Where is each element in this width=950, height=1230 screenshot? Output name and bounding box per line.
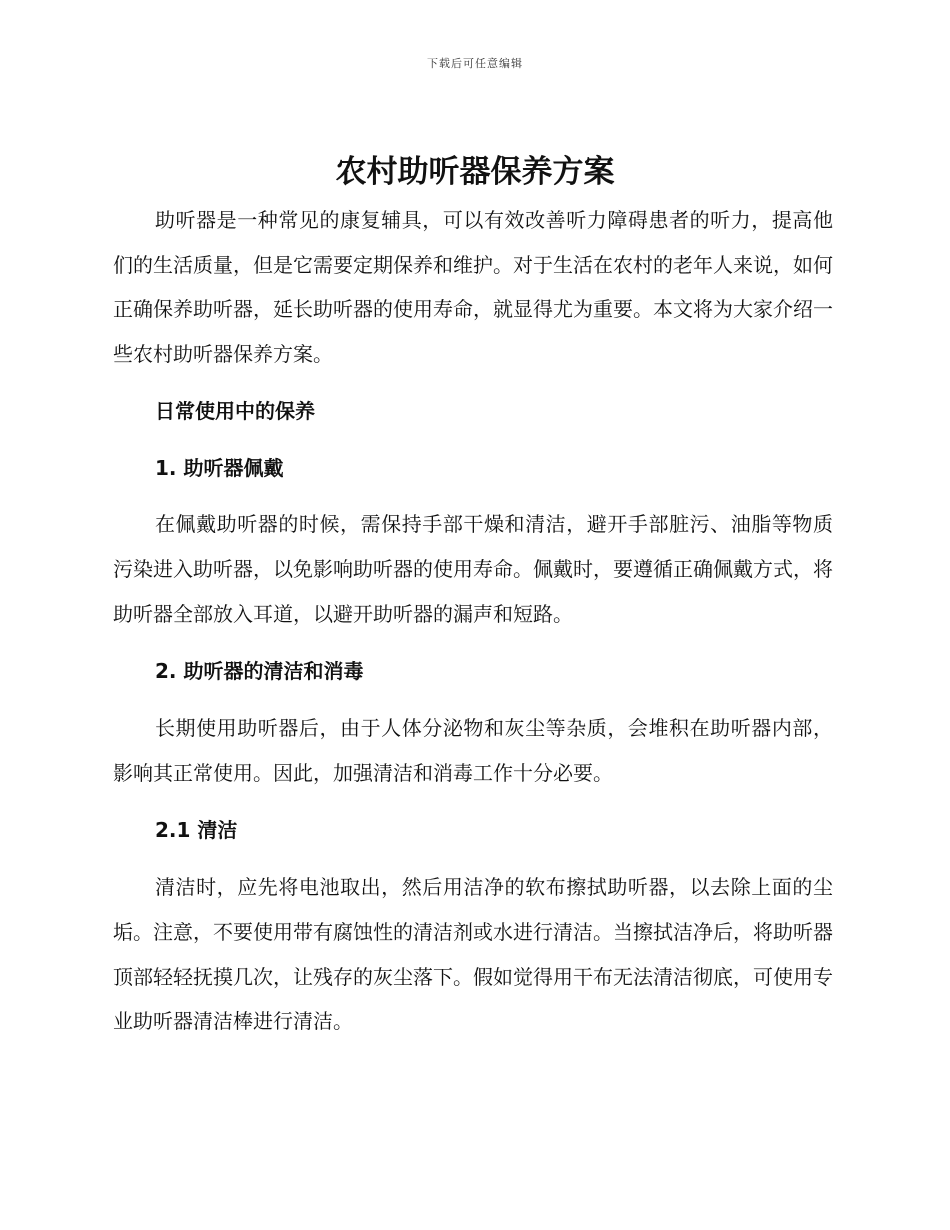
section-heading-wearing: 1. 助听器佩戴 <box>155 455 284 480</box>
document-title: 农村助听器保养方案 <box>335 154 615 190</box>
cleaning-paragraph: 长期使用助听器后，由于人体分泌物和灰尘等杂质，会堆积在助听器内部，影响其正常使用。因此，加强清洁和消毒工作十分必要。 <box>113 716 833 785</box>
section-heading-clean-sub: 2.1 清洁 <box>155 818 238 843</box>
section-heading-daily-care: 日常使用中的保养 <box>155 398 315 423</box>
wearing-paragraph: 在佩戴助听器的时候，需保持手部干燥和清洁，避开手部脏污、油脂等物质污染进入助听器，以免影响助听器的使用寿命。佩戴时，要遵循正确佩戴方式，将助听器全部放入耳道，以避开助听器的漏声和短路。 <box>113 512 833 626</box>
document-body <box>113 198 833 1044</box>
intro-paragraph: 助听器是一种常见的康复辅具，可以有效改善听力障碍患者的听力，提高他们的生活质量，但是它需要定期保养和维护。对于生活在农村的老年人来说，如何正确保养助听器，延长助听器的使用寿命，就显得尤为重要。本文将为大家介绍一些农村助听器保养方案。 <box>113 208 833 367</box>
clean-sub-paragraph: 清洁时，应先将电池取出，然后用洁净的软布擦拭助听器，以去除上面的尘垢。注意，不要使用带有腐蚀性的清洁剂或水进行清洁。当擦拭洁净后，将助听器顶部轻轻抚摸几次，让残存的灰尘落下。假如觉得用干布无法清洁彻底，可使用专业助听器清洁棒进行清洁。 <box>113 875 833 1034</box>
header-note: 下载后可任意编辑 <box>427 57 523 70</box>
section-heading-cleaning: 2. 助听器的清洁和消毒 <box>155 659 364 684</box>
